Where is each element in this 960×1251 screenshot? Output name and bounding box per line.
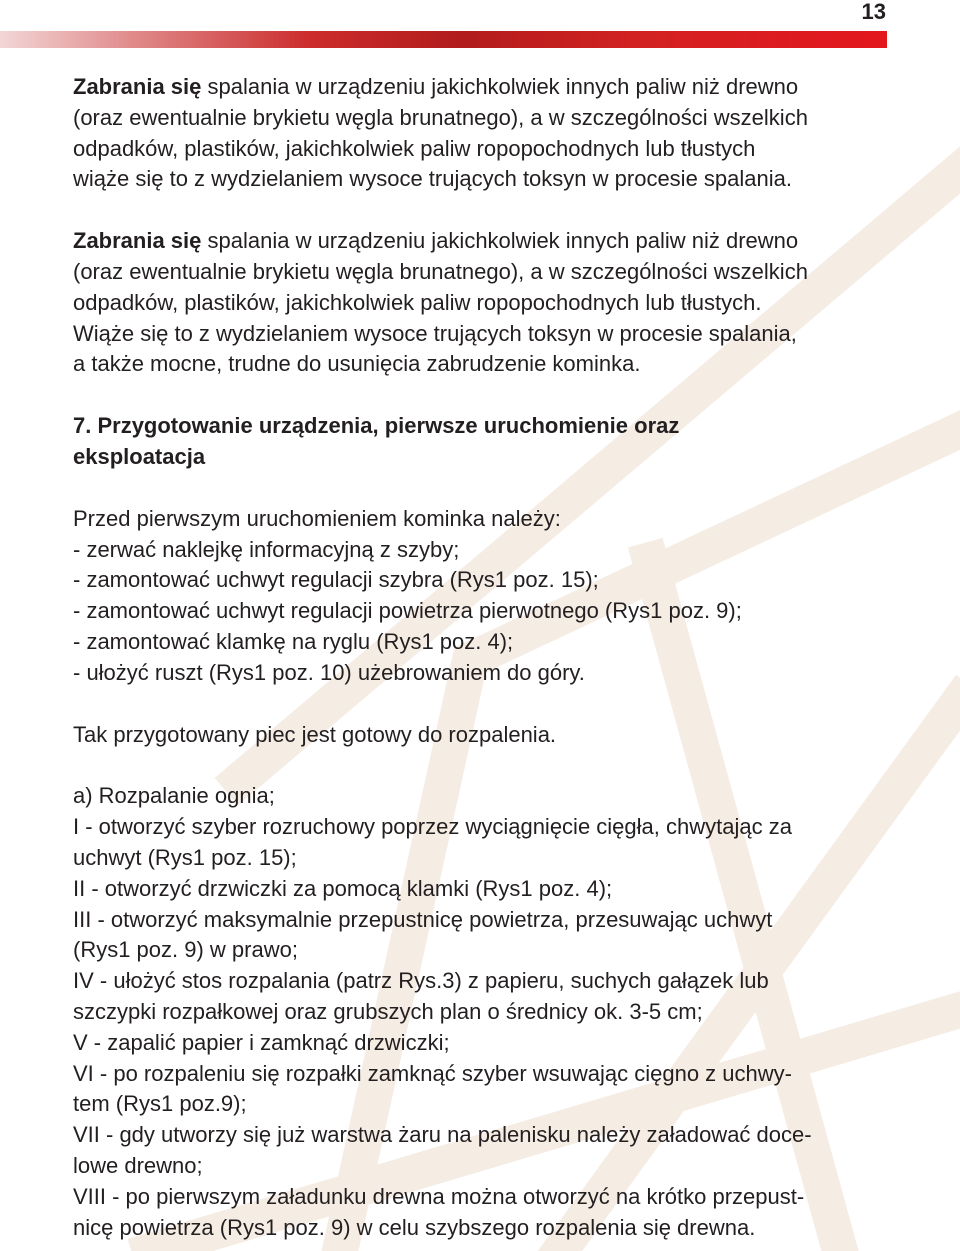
- header-bar: [0, 31, 887, 48]
- text-line: odpadków, plastików, jakichkolwiek paliw ropopochodnych lub tłustych.: [73, 289, 762, 315]
- text-line: Zabrania się spalania w urządzeniu jakichkolwiek innych paliw niż drewno: [73, 228, 799, 254]
- list-item: - zerwać naklejkę informacyjną z szyby;: [73, 536, 460, 562]
- list-item: lowe drewno;: [73, 1152, 203, 1178]
- list-item: I - otworzyć szyber rozruchowy poprzez wyciągnięcie cięgła, chwytając za: [73, 814, 792, 840]
- text-line: wiąże się to z wydzielaniem wysoce trujących toksyn w procesie spalania.: [73, 166, 792, 192]
- text-line: odpadków, plastików, jakichkolwiek paliw ropopochodnych lub tłustych: [73, 135, 756, 161]
- heading-line: 7. Przygotowanie urządzenia, pierwsze uruchomienie oraz: [73, 413, 680, 439]
- list-item: IV - ułożyć stos rozpalania (patrz Rys.3) z papieru, suchych gałązek lub: [73, 968, 769, 994]
- text-line: Wiąże się to z wydzielaniem wysoce trujących toksyn w procesie spalania,: [73, 320, 797, 346]
- list-item: uchwyt (Rys1 poz. 15);: [73, 844, 297, 870]
- preparation-intro: Przed pierwszym uruchomieniem kominka należy:: [73, 505, 561, 531]
- text-line: a także mocne, trudne do usunięcia zabrudzenie kominka.: [73, 351, 641, 377]
- list-item: V - zapalić papier i zamknąć drzwiczki;: [73, 1029, 450, 1055]
- list-item: - ułożyć ruszt (Rys1 poz. 10) użebrowaniem do góry.: [73, 659, 585, 685]
- list-item: szczypki rozpałkowej oraz grubszych plan o średnicy ok. 3-5 cm;: [73, 998, 703, 1024]
- paragraph-prohibition-1: [73, 72, 893, 195]
- ready-text: [73, 720, 893, 751]
- paragraph-prohibition-2: [73, 226, 893, 380]
- list-item: tem (Rys1 poz.9);: [73, 1091, 247, 1117]
- section-heading: [73, 411, 893, 473]
- list-item: VI - po rozpaleniu się rozpałki zamknąć szyber wsuwając cięgno z uchwy-: [73, 1060, 792, 1086]
- page-content: [73, 72, 893, 1243]
- text-line: (oraz ewentualnie brykietu węgla brunatnego), a w szczególności wszelkich: [73, 104, 808, 130]
- text-line: (oraz ewentualnie brykietu węgla brunatnego), a w szczególności wszelkich: [73, 258, 808, 284]
- text-line: Zabrania się spalania w urządzeniu jakichkolwiek innych paliw niż drewno: [73, 74, 799, 99]
- list-item: (Rys1 poz. 9) w prawo;: [73, 937, 298, 963]
- list-item: - zamontować klamkę na ryglu (Rys1 poz. 4);: [73, 628, 514, 654]
- list-item: nicę powietrza (Rys1 poz. 9) w celu szybszego rozpalenia się drewna.: [73, 1214, 756, 1240]
- preparation-list: [73, 504, 893, 689]
- ignition-instructions: [73, 781, 893, 1243]
- bold-lead: Zabrania się: [73, 228, 202, 254]
- list-item: II - otworzyć drzwiczki za pomocą klamki (Rys1 poz. 4);: [73, 875, 613, 901]
- page-number: 13: [861, 0, 886, 24]
- list-item: VII - gdy utworzy się już warstwa żaru na palenisku należy załadować doce-: [73, 1122, 812, 1148]
- list-item: - zamontować uchwyt regulacji szybra (Rys1 poz. 15);: [73, 567, 599, 593]
- bold-lead: Zabrania się: [73, 74, 202, 99]
- ignition-title: a) Rozpalanie ognia;: [73, 783, 275, 809]
- text-line: Tak przygotowany piec jest gotowy do rozpalenia.: [73, 721, 557, 747]
- list-item: III - otworzyć maksymalnie przepustnicę powietrza, przesuwając uchwyt: [73, 906, 773, 932]
- list-item: VIII - po pierwszym załadunku drewna można otworzyć na krótko przepust-: [73, 1183, 805, 1209]
- list-item: - zamontować uchwyt regulacji powietrza pierwotnego (Rys1 poz. 9);: [73, 598, 742, 624]
- heading-line: eksploatacja: [73, 443, 206, 469]
